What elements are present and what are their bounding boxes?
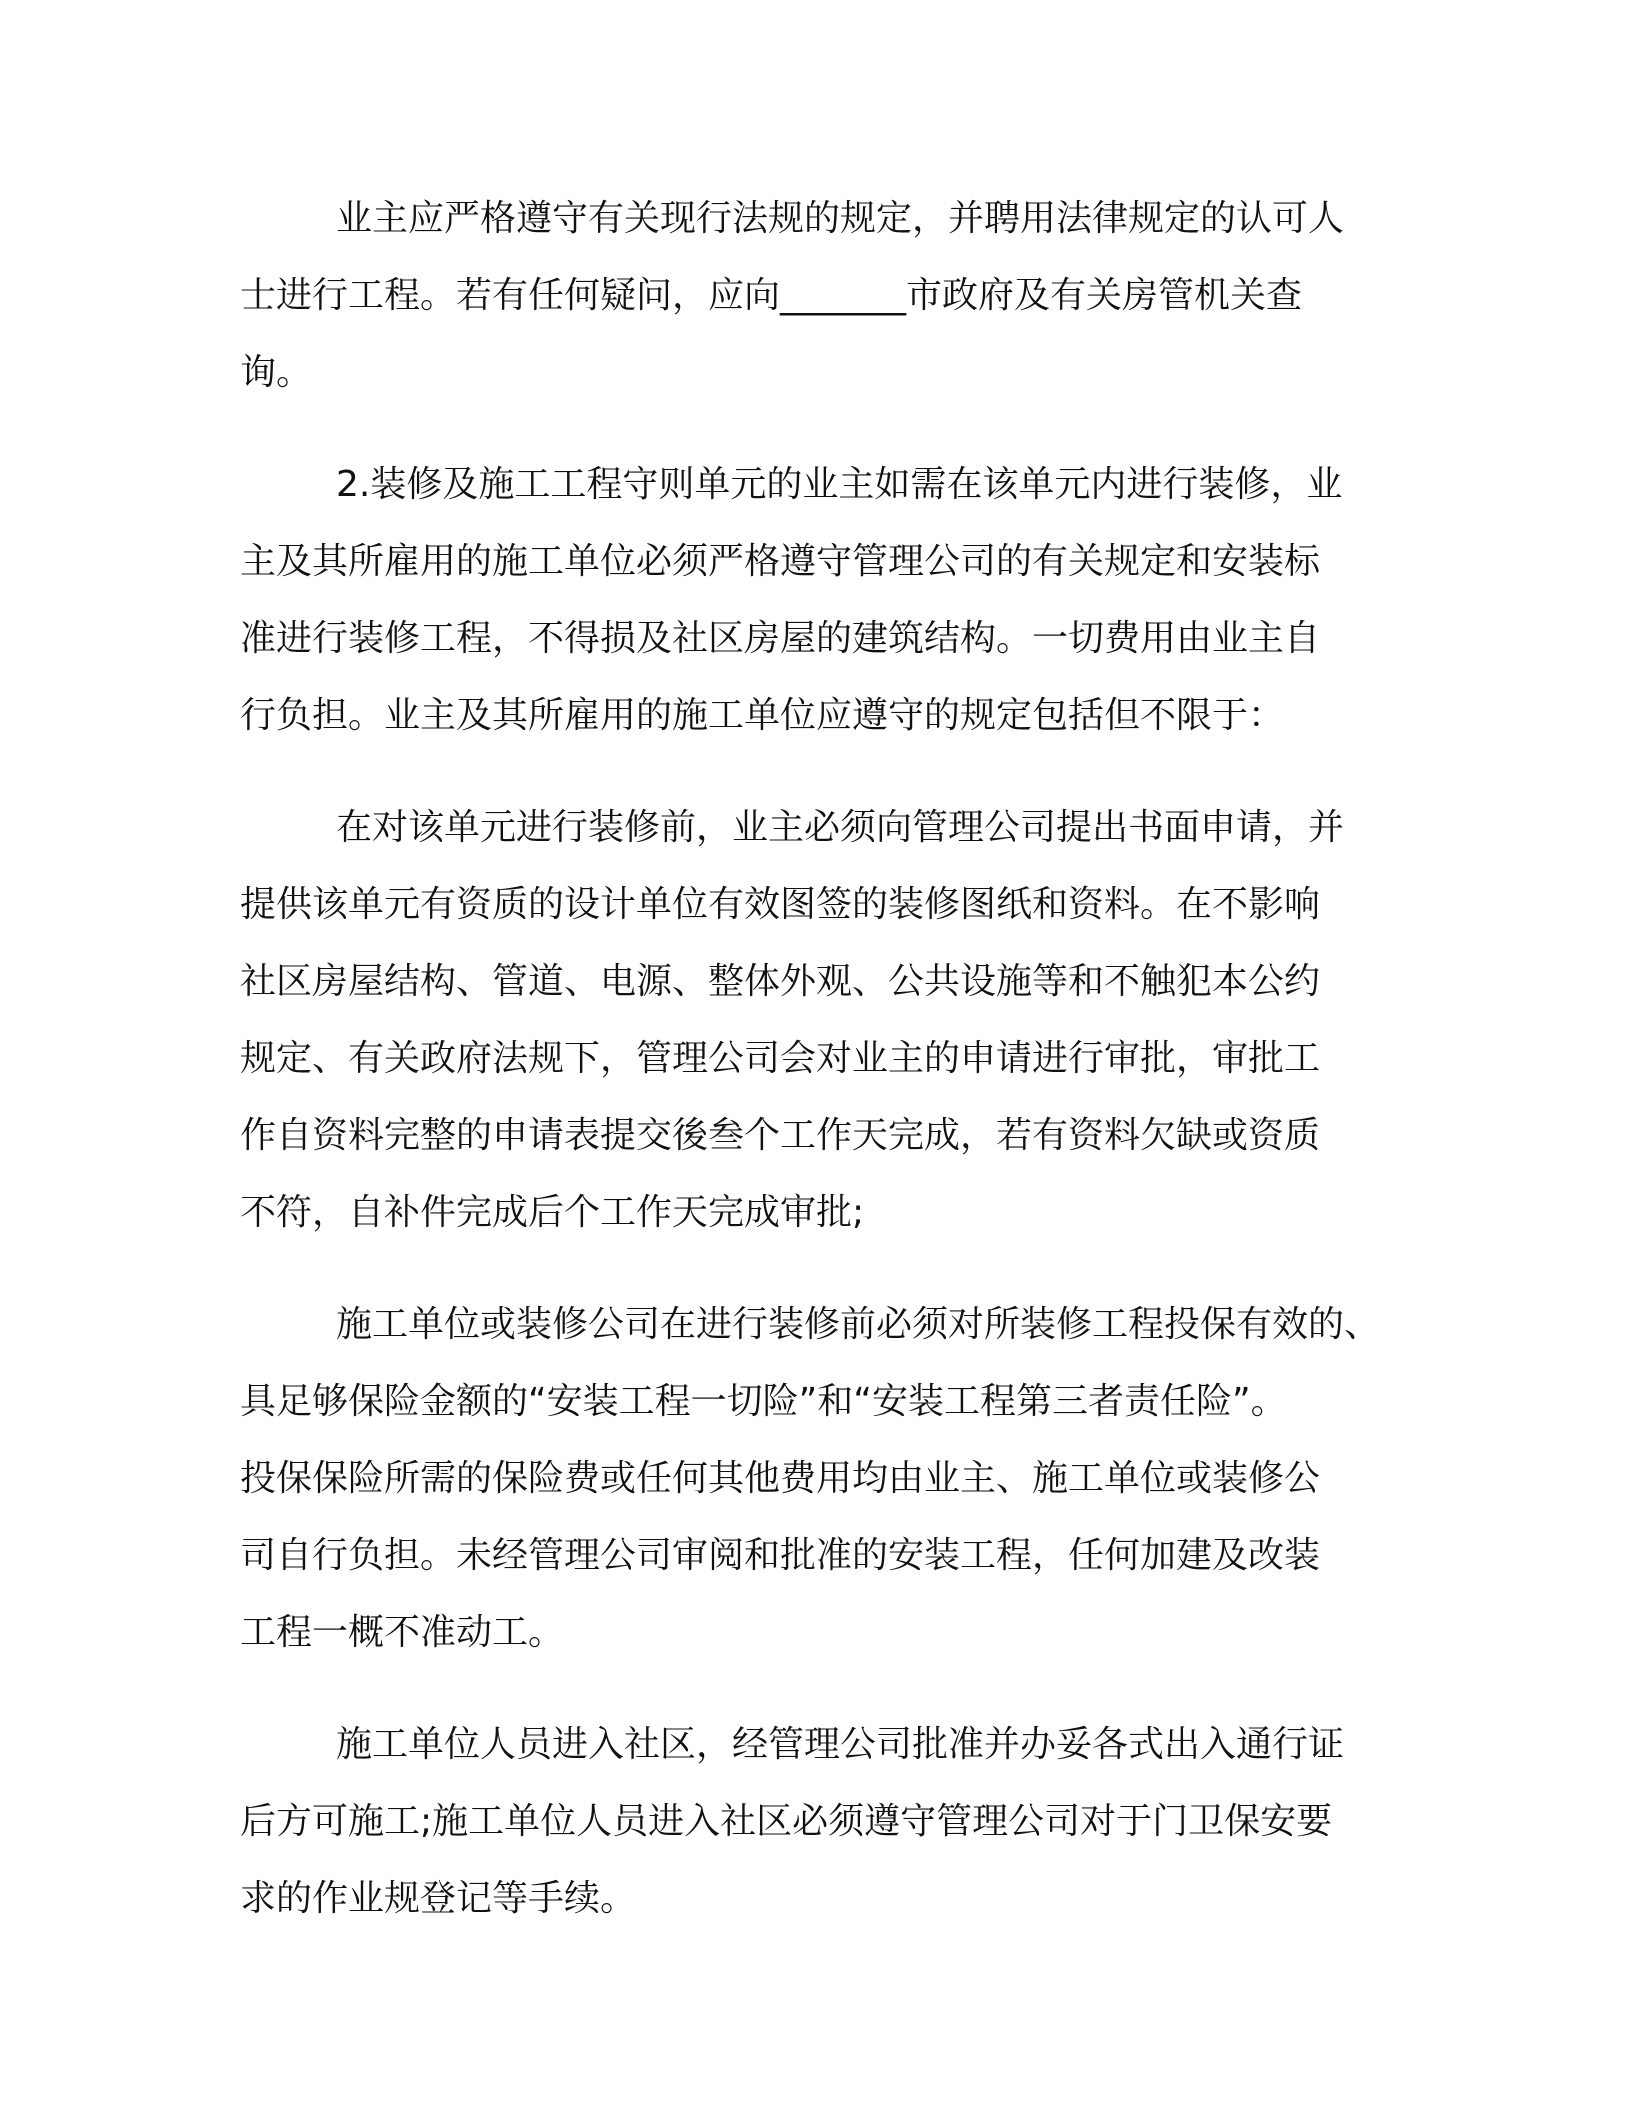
text-line: 施工单位人员进入社区，经管理公司批准并办妥各式出入通行证: [336, 1724, 1345, 1765]
text-line: 2.装修及施工工程守则单元的业主如需在该单元内进行装修，业: [336, 464, 1343, 505]
text-line: 行负担。业主及其所雇用的施工单位应遵守的规定包括但不限于：: [240, 695, 1285, 736]
text-line: 司自行负担。未经管理公司审阅和批准的安装工程，任何加建及改装: [240, 1535, 1321, 1576]
text-line: 在对该单元进行装修前，业主必须向管理公司提出书面申请，并: [336, 807, 1345, 848]
text-line: 询。: [240, 352, 313, 393]
text-line: 求的作业规登记等手续。: [240, 1878, 637, 1919]
paragraph-access: [240, 1706, 1380, 1937]
paragraph-application: [240, 789, 1380, 1251]
text-line: 投保保险所需的保险费或任何其他费用均由业主、施工单位或装修公: [240, 1458, 1321, 1499]
text-line: 工程一概不准动工。: [240, 1612, 565, 1653]
text-line: 准进行装修工程，不得损及社区房屋的建筑结构。一切费用由业主自: [240, 618, 1321, 659]
text-line: 具足够保险金额的“安装工程一切险”和“安装工程第三者责任险”。: [240, 1381, 1287, 1422]
paragraph-insurance: [240, 1286, 1380, 1671]
text-line: 作自资料完整的申请表提交後叁个工作天完成，若有资料欠缺或资质: [240, 1115, 1321, 1156]
document-page: [240, 180, 1380, 1972]
paragraph-renovation-rules: [240, 446, 1380, 754]
text-line: 业主应严格遵守有关现行法规的规定，并聘用法律规定的认可人: [336, 198, 1345, 239]
text-line: 提供该单元有资质的设计单位有效图签的装修图纸和资料。在不影响: [240, 884, 1321, 925]
text-line: 施工单位或装修公司在进行装修前必须对所装修工程投保有效的、: [336, 1304, 1381, 1345]
text-line: 后方可施工;施工单位人员进入社区必须遵守管理公司对于门卫保安要: [240, 1801, 1333, 1842]
text-line: 规定、有关政府法规下，管理公司会对业主的申请进行审批，审批工: [240, 1038, 1321, 1079]
text-line: 主及其所雇用的施工单位必须严格遵守管理公司的有关规定和安装标: [240, 541, 1321, 582]
text-line: 不符，自补件完成后个工作天完成审批;: [240, 1192, 865, 1233]
paragraph-regulations: [240, 180, 1380, 411]
text-line: 社区房屋结构、管道、电源、整体外观、公共设施等和不触犯本公约: [240, 961, 1321, 1002]
text-line: 士进行工程。若有任何疑问，应向_______市政府及有关房管机关查: [240, 275, 1303, 316]
